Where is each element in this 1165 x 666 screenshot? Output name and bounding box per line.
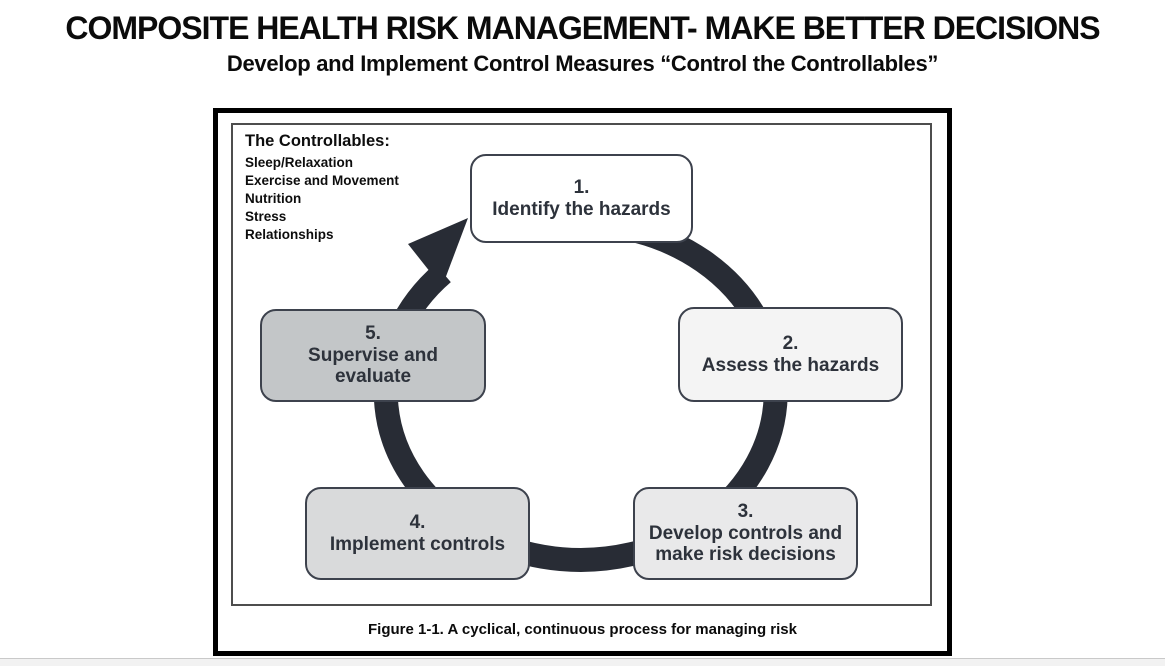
cycle-arrowhead-icon — [408, 218, 468, 287]
figure-frame — [213, 108, 952, 656]
cycle-step-4 — [305, 487, 530, 580]
diagram-area — [231, 123, 932, 606]
slide — [0, 10, 1165, 638]
slide-bottom-edge — [0, 658, 1165, 666]
controllables-item: Nutrition — [245, 191, 302, 206]
controllables-heading: The Controllables: — [245, 132, 390, 150]
controllables-item: Stress — [245, 209, 287, 224]
cycle-step-3 — [633, 487, 858, 580]
step-number: 4. — [409, 511, 426, 533]
page-title: COMPOSITE HEALTH RISK MANAGEMENT- MAKE BETTER DECISIONS — [65, 10, 1100, 46]
step-label: Develop controls and make risk decisions — [648, 522, 843, 566]
step-number: 3. — [737, 501, 754, 523]
step-label: Implement controls — [329, 533, 506, 555]
step-number: 5. — [365, 323, 381, 345]
figure-caption: Figure 1-1. A cyclical, continuous process for managing risk — [367, 621, 797, 638]
page-subtitle: Develop and Implement Control Measures “Control the Controllables” — [226, 51, 939, 76]
step-number: 2. — [782, 332, 799, 354]
cycle-step-2 — [678, 307, 903, 402]
controllables-item: Exercise and Movement — [245, 173, 399, 188]
step-label: Assess the hazards — [701, 354, 880, 376]
controllables-item: Sleep/Relaxation — [245, 155, 354, 170]
step-number: 1. — [573, 176, 590, 198]
cycle-step-5 — [260, 309, 486, 402]
step-label: Identify the hazards — [492, 198, 671, 220]
step-label: Supervise and evaluate — [308, 344, 438, 388]
cycle-step-1 — [470, 154, 693, 243]
controllables-item: Relationships — [245, 227, 334, 242]
